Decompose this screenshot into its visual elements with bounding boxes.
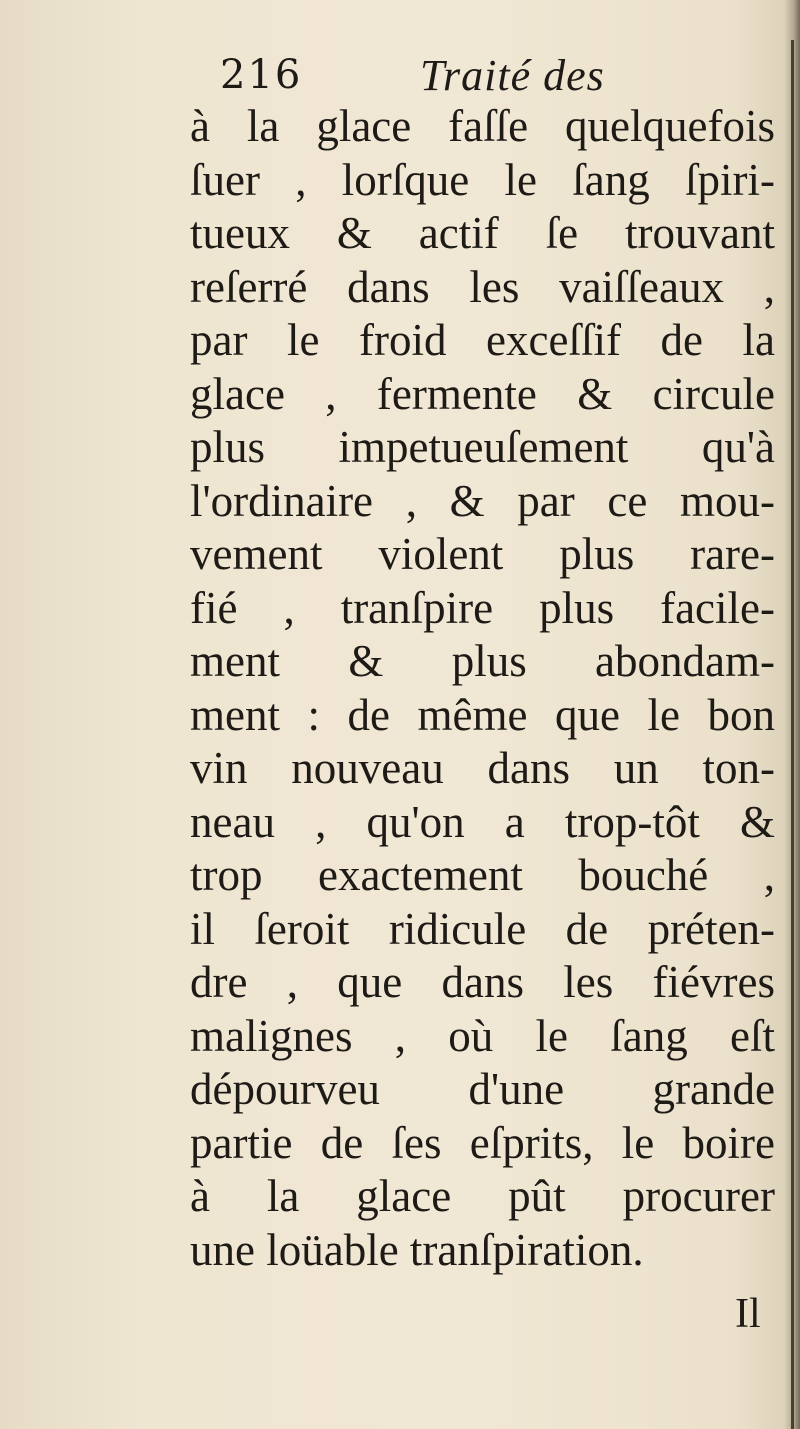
text-line: une loüable tranſpiration. <box>190 1224 644 1275</box>
text-line: vement violent plus rare- <box>190 529 775 579</box>
text-line: par le froid exceſſif de la <box>190 315 775 365</box>
page-number: 216 <box>220 52 303 98</box>
text-line: à la glace faſſe quelquefois <box>190 101 775 151</box>
text-line: à la glace pût procurer <box>190 1171 775 1221</box>
text-line: il ſeroit ridicule de préten- <box>190 903 775 954</box>
text-line: ſuer , lorſque le ſang ſpiri- <box>190 154 775 205</box>
text-line: reſerré dans les vaiſſeaux , <box>190 261 775 312</box>
text-line: dépourveu d'une grande <box>190 1064 775 1114</box>
text-line: tueux & actif ſe trouvant <box>190 208 775 258</box>
text-line: glace , fermente & circule <box>190 368 775 419</box>
text-line: trop exactement bouché , <box>190 850 775 900</box>
text-line: ment : de même que le bon <box>190 689 775 740</box>
text-line: malignes , où le ſang eſt <box>190 1010 775 1061</box>
text-line: neau , qu'on a trop-tôt & <box>190 796 775 847</box>
page-header <box>210 42 770 102</box>
text-line: vin nouveau dans un ton- <box>190 743 775 793</box>
text-line: dre , que dans les fiévres <box>190 957 775 1007</box>
body-text <box>190 100 775 1277</box>
running-title: Traité des <box>420 51 605 100</box>
text-line: fié , tranſpire plus facile- <box>190 582 775 633</box>
text-line: ment & plus abondam- <box>190 636 775 686</box>
catchword: Il <box>735 1291 761 1337</box>
text-line: plus impetueuſement qu'à <box>190 422 775 472</box>
next-page-edge <box>791 40 794 1429</box>
text-line: partie de ſes eſprits, le boire <box>190 1117 775 1168</box>
text-line: l'ordinaire , & par ce mou- <box>190 475 775 526</box>
